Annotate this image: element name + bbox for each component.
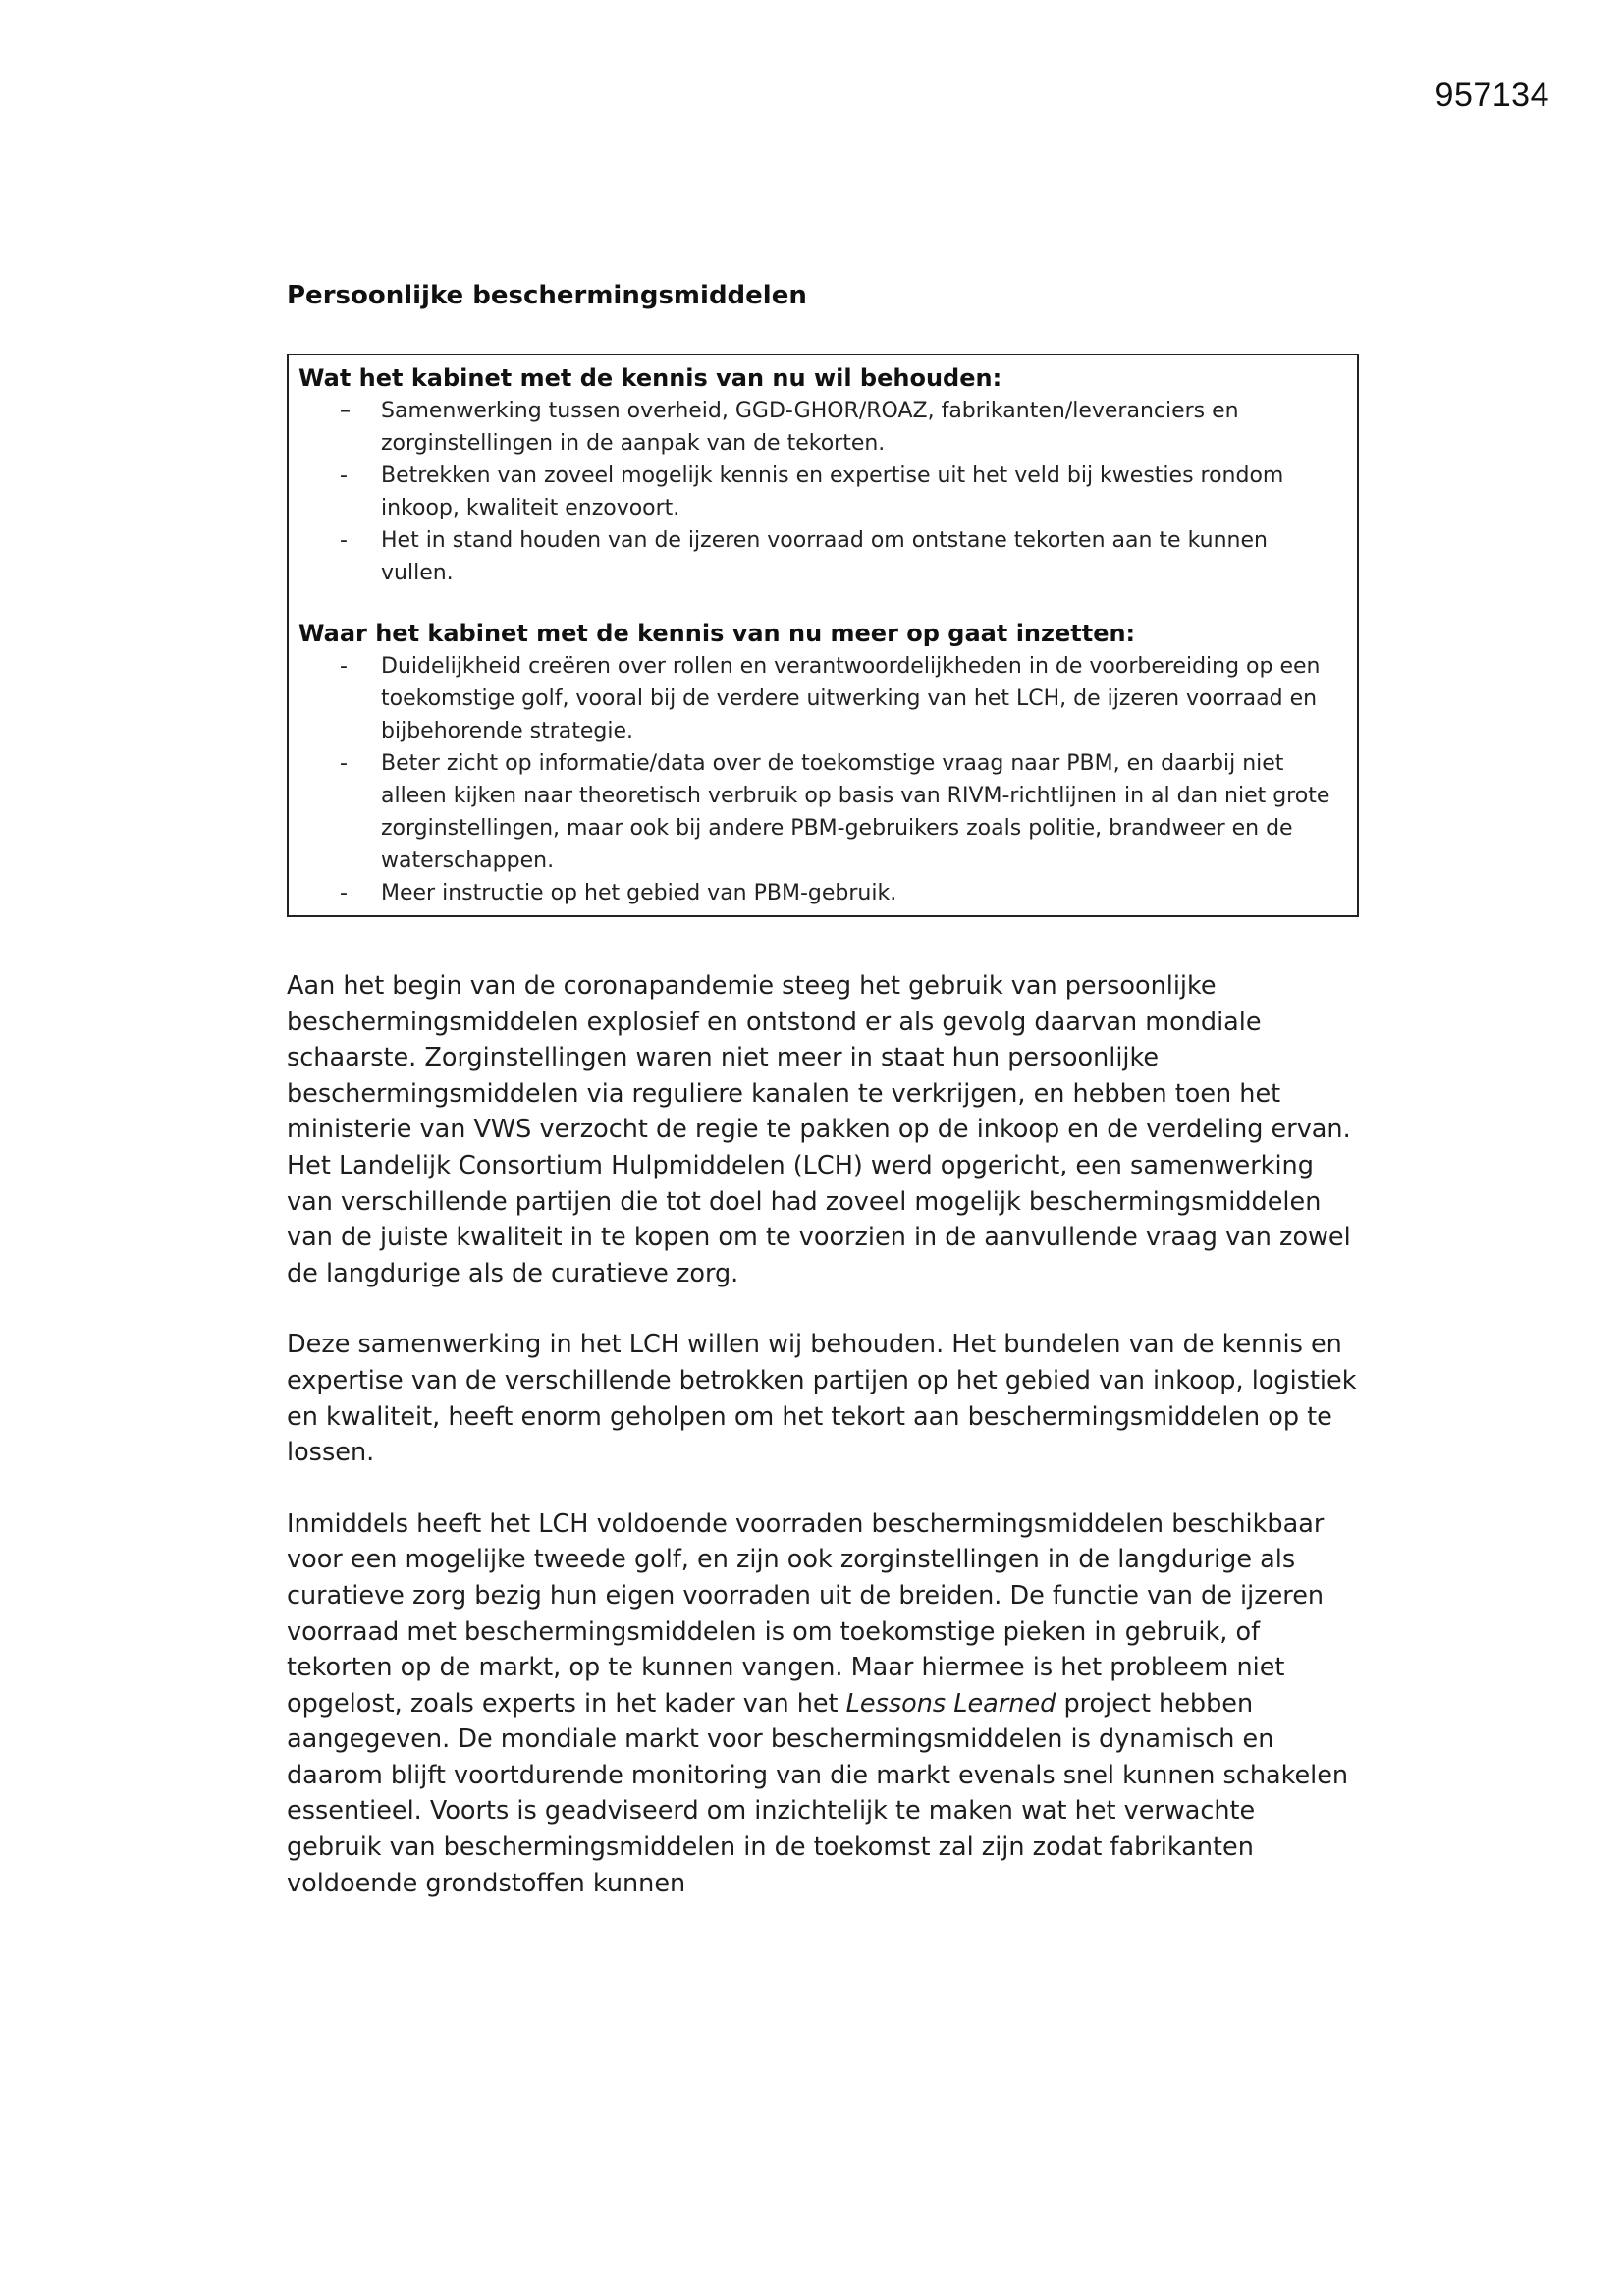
paragraph-stock-text-start: Inmiddels heeft het LCH voldoende voorraden beschermingsmiddelen beschikbaar voor een mogelijke tweede golf, en zijn ook zorginstellingen in de langdurige als curatieve zorg bezig hun eigen voorraden uit de breiden. De functie van de ijzeren voorraad met beschermingsmiddelen is om toekomstige pieken in gebruik, of tekorten op de markt, op te kunnen vangen. Maar hiermee is het probleem niet opgelost, zoals experts in het kader van het bbox=[287, 1508, 1325, 1719]
list-dash: - bbox=[340, 881, 348, 905]
list-item bbox=[298, 650, 1357, 747]
list-item bbox=[298, 747, 1357, 877]
box-heading-keep: Wat het kabinet met de kennis van nu wil behouden: bbox=[298, 364, 1002, 392]
paragraph-collaboration: Deze samenwerking in het LCH willen wij behouden. Het bundelen van de kennis en expertise van de verschillende betrokken partijen op het gebied van inkoop, logistiek en kwaliteit, heeft enorm geholpen om het tekort aan beschermingsmiddelen op te lossen. bbox=[287, 1330, 1357, 1468]
document-body bbox=[287, 281, 1357, 1901]
list-item-text: Betrekken van zoveel mogelijk kennis en expertise uit het veld bij kwesties rondom inkoop, kwaliteit enzovoort. bbox=[381, 464, 1284, 520]
section-title: Persoonlijke beschermingsmiddelen bbox=[287, 281, 807, 310]
box-heading-more: Waar het kabinet met de kennis van nu meer op gaat inzetten: bbox=[298, 620, 1136, 647]
list-item bbox=[298, 524, 1357, 589]
list-item-text: Beter zicht op informatie/data over de toekomstige vraag naar PBM, en daarbij niet alleen kijken naar theoretisch verbruik op basis van RIVM-richtlijnen in al dan niet grote zorginstellingen, maar ook bij andere PBM-gebruikers zoals politie, brandweer en de waterschappen. bbox=[381, 751, 1330, 873]
more-list bbox=[298, 650, 1357, 909]
list-item-text: Meer instructie op het gebied van PBM-gebruik. bbox=[381, 881, 897, 905]
list-item-text: Het in stand houden van de ijzeren voorraad om ontstane tekorten aan te kunnen vullen. bbox=[381, 528, 1268, 585]
list-dash: - bbox=[340, 654, 348, 679]
paragraph-intro: Aan het begin van de coronapandemie steeg het gebruik van persoonlijke beschermingsmiddelen explosief en ontstond er als gevolg daarvan mondiale schaarste. Zorginstellingen waren niet meer in staat hun persoonlijke beschermingsmiddelen via reguliere kanalen te verkrijgen, en hebben toen het ministerie van VWS verzocht de regie te pakken op de inkoop en de verdeling ervan. Het Landelijk Consortium Hulpmiddelen (LCH) werd opgericht, een samenwerking van verschillende partijen die tot doel had zoveel mogelijk beschermingsmiddelen van de juiste kwaliteit in te kopen om te voorzien in de aanvullende vraag van zowel de langdurige als de curatieve zorg. bbox=[287, 971, 1351, 1288]
list-item bbox=[298, 460, 1357, 524]
lessons-learned-emphasis: Lessons Learned bbox=[845, 1688, 1056, 1719]
summary-box bbox=[287, 354, 1359, 917]
list-item-text: Samenwerking tussen overheid, GGD-GHOR/ROAZ, fabrikanten/leveranciers en zorginstellingen in de aanpak van de tekorten. bbox=[381, 399, 1239, 456]
list-item bbox=[298, 395, 1357, 460]
list-item-text: Duidelijkheid creëren over rollen en verantwoordelijkheden in de voorbereiding op een toekomstige golf, vooral bij de verdere uitwerking van het LCH, de ijzeren voorraad en bijbehorende strategie. bbox=[381, 654, 1321, 743]
paragraph-stock bbox=[287, 1506, 1357, 1902]
list-dash: - bbox=[340, 464, 348, 488]
list-item bbox=[298, 877, 1357, 909]
page-number: 957134 bbox=[1435, 77, 1549, 114]
paragraph-stock-text-end: project hebben aangegeven. De mondiale markt voor beschermingsmiddelen is dynamisch en daarom blijft voortdurende monitoring van die markt evenals snel kunnen schakelen essentieel. Voorts is geadviseerd om inzichtelijk te maken wat het verwachte gebruik van beschermingsmiddelen in de toekomst zal zijn zodat fabrikanten voldoende grondstoffen kunnen bbox=[287, 1688, 1349, 1898]
keep-list bbox=[298, 395, 1357, 589]
list-dash: - bbox=[340, 528, 348, 553]
list-dash: - bbox=[340, 751, 348, 776]
list-dash: – bbox=[340, 399, 351, 423]
